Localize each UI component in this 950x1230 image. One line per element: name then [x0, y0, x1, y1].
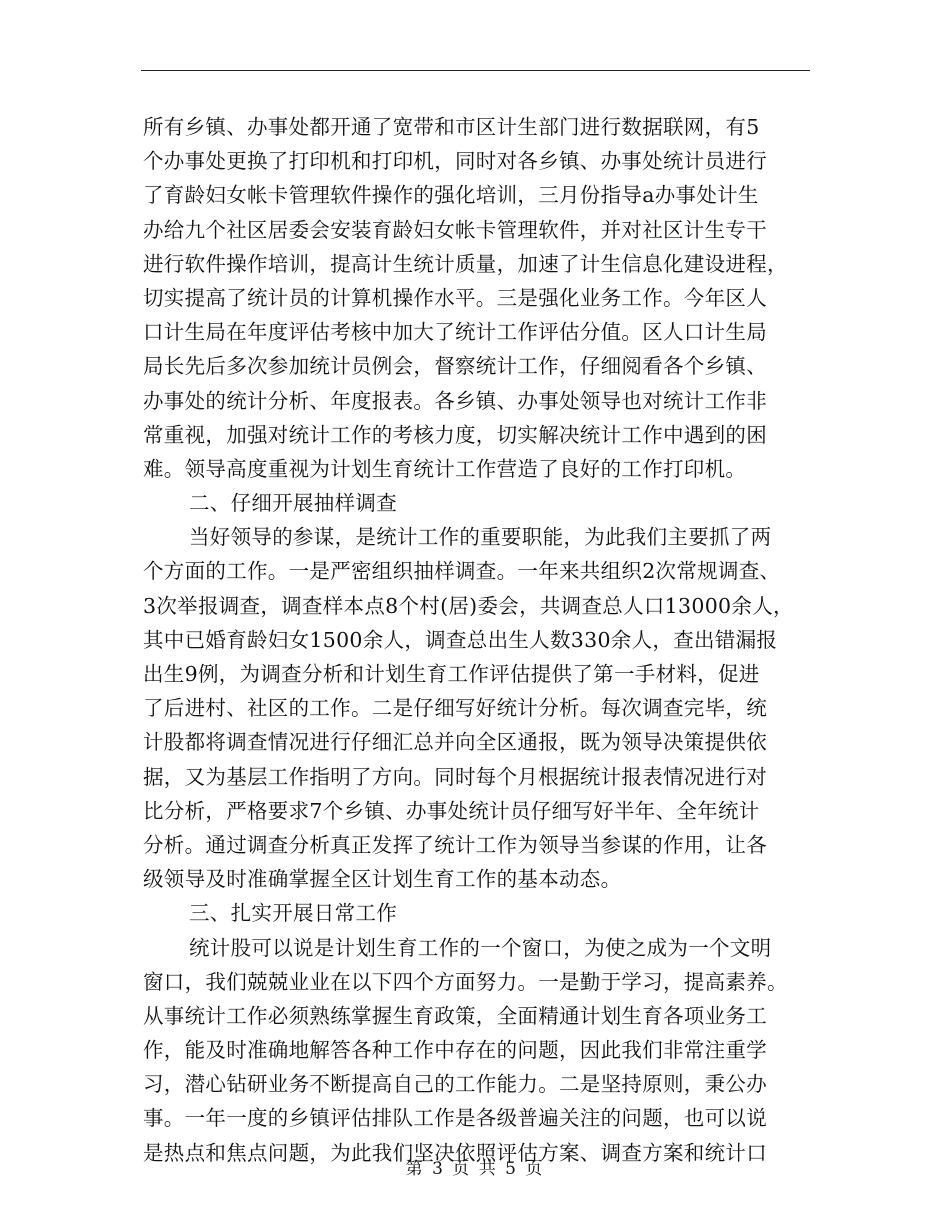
text-line: 办给九个社区居委会安装育龄妇女帐卡管理软件，并对社区计生专干 [143, 217, 767, 242]
text-line: 所有乡镇、办事处都开通了宽带和市区计生部门进行数据联网，有5 [143, 115, 760, 139]
header-rule [141, 70, 810, 71]
text-line: 个办事处更换了打印机和打印机，同时对各乡镇、办事处统计员进行 [143, 149, 767, 174]
page-number: 第 3 页 共 5 页 [405, 1159, 545, 1179]
text-line: 比分析，严格要求7个乡镇、办事处统计员仔细写好半年、全年统计 [143, 798, 760, 823]
text-line: 窗口，我们兢兢业业在以下四个方面努力。一是勤于学习，提高素养。 [143, 969, 788, 994]
paragraph-first-line: 二、仔细开展抽样调查 [189, 491, 397, 516]
text-line: 习，潜心钻研业务不断提高自己的工作能力。二是坚持原则，秉公办 [143, 1072, 767, 1097]
text-line: 从事统计工作必须熟练掌握生育政策，全面精通计划生育各项业务工 [143, 1003, 767, 1028]
text-line: 口计生局在年度评估考核中加大了统计工作评估分值。区人口计生局 [143, 320, 767, 345]
paragraph-first-line: 三、扎实开展日常工作 [189, 901, 397, 926]
text-line: 是热点和焦点问题，为此我们坚决依照评估方案、调查方案和统计口 [143, 1140, 767, 1165]
text-line: 级领导及时准确掌握全区计划生育工作的基本动态。 [143, 867, 622, 892]
text-line: 据，又为基层工作指明了方向。同时每个月根据统计报表情况进行对 [143, 764, 767, 789]
text-line: 3次举报调查，调查样本点8个村(居)委会，共调查总人口13000余人， [143, 593, 794, 618]
text-line: 了育龄妇女帐卡管理软件操作的强化培训，三月份指导a办事处计生 [143, 183, 759, 208]
text-line: 切实提高了统计员的计算机操作水平。三是强化业务工作。今年区人 [143, 285, 767, 310]
text-line: 办事处的统计分析、年度报表。各乡镇、办事处领导也对统计工作非 [143, 388, 767, 413]
document-body [143, 110, 812, 1170]
text-line: 作，能及时准确地解答各种工作中存在的问题，因此我们非常注重学 [143, 1038, 767, 1063]
page-footer [0, 1154, 950, 1179]
text-line: 了后进村、社区的工作。二是仔细写好统计分析。每次调查完毕，统 [143, 696, 767, 721]
paragraph-first-line: 当好领导的参谋，是统计工作的重要职能，为此我们主要抓了两 [189, 525, 772, 550]
text-line: 常重视，加强对统计工作的考核力度，切实解决统计工作中遇到的困 [143, 422, 767, 447]
text-line: 进行软件操作培训，提高计生统计质量，加速了计生信息化建设进程， [143, 251, 788, 276]
text-line: 局长先后多次参加统计员例会，督察统计工作，仔细阅看各个乡镇、 [143, 354, 767, 379]
text-line: 难。领导高度重视为计划生育统计工作营造了良好的工作打印机。 [143, 456, 747, 481]
paragraph-first-line: 统计股可以说是计划生育工作的一个窗口，为使之成为一个文明 [189, 935, 772, 960]
text-line: 分析。通过调查分析真正发挥了统计工作为领导当参谋的作用，让各 [143, 832, 767, 857]
text-line: 计股都将调查情况进行仔细汇总并向全区通报，既为领导决策提供依 [143, 730, 767, 755]
text-line: 个方面的工作。一是严密组织抽样调查。一年来共组织2次常规调查、 [143, 559, 781, 584]
text-line: 出生9例，为调查分析和计划生育工作评估提供了第一手材料，促进 [143, 662, 760, 686]
text-line: 其中已婚育龄妇女1500余人，调查总出生人数330余人，查出错漏报 [143, 627, 778, 652]
text-line: 事。一年一度的乡镇评估排队工作是各级普遍关注的问题，也可以说 [143, 1106, 767, 1131]
